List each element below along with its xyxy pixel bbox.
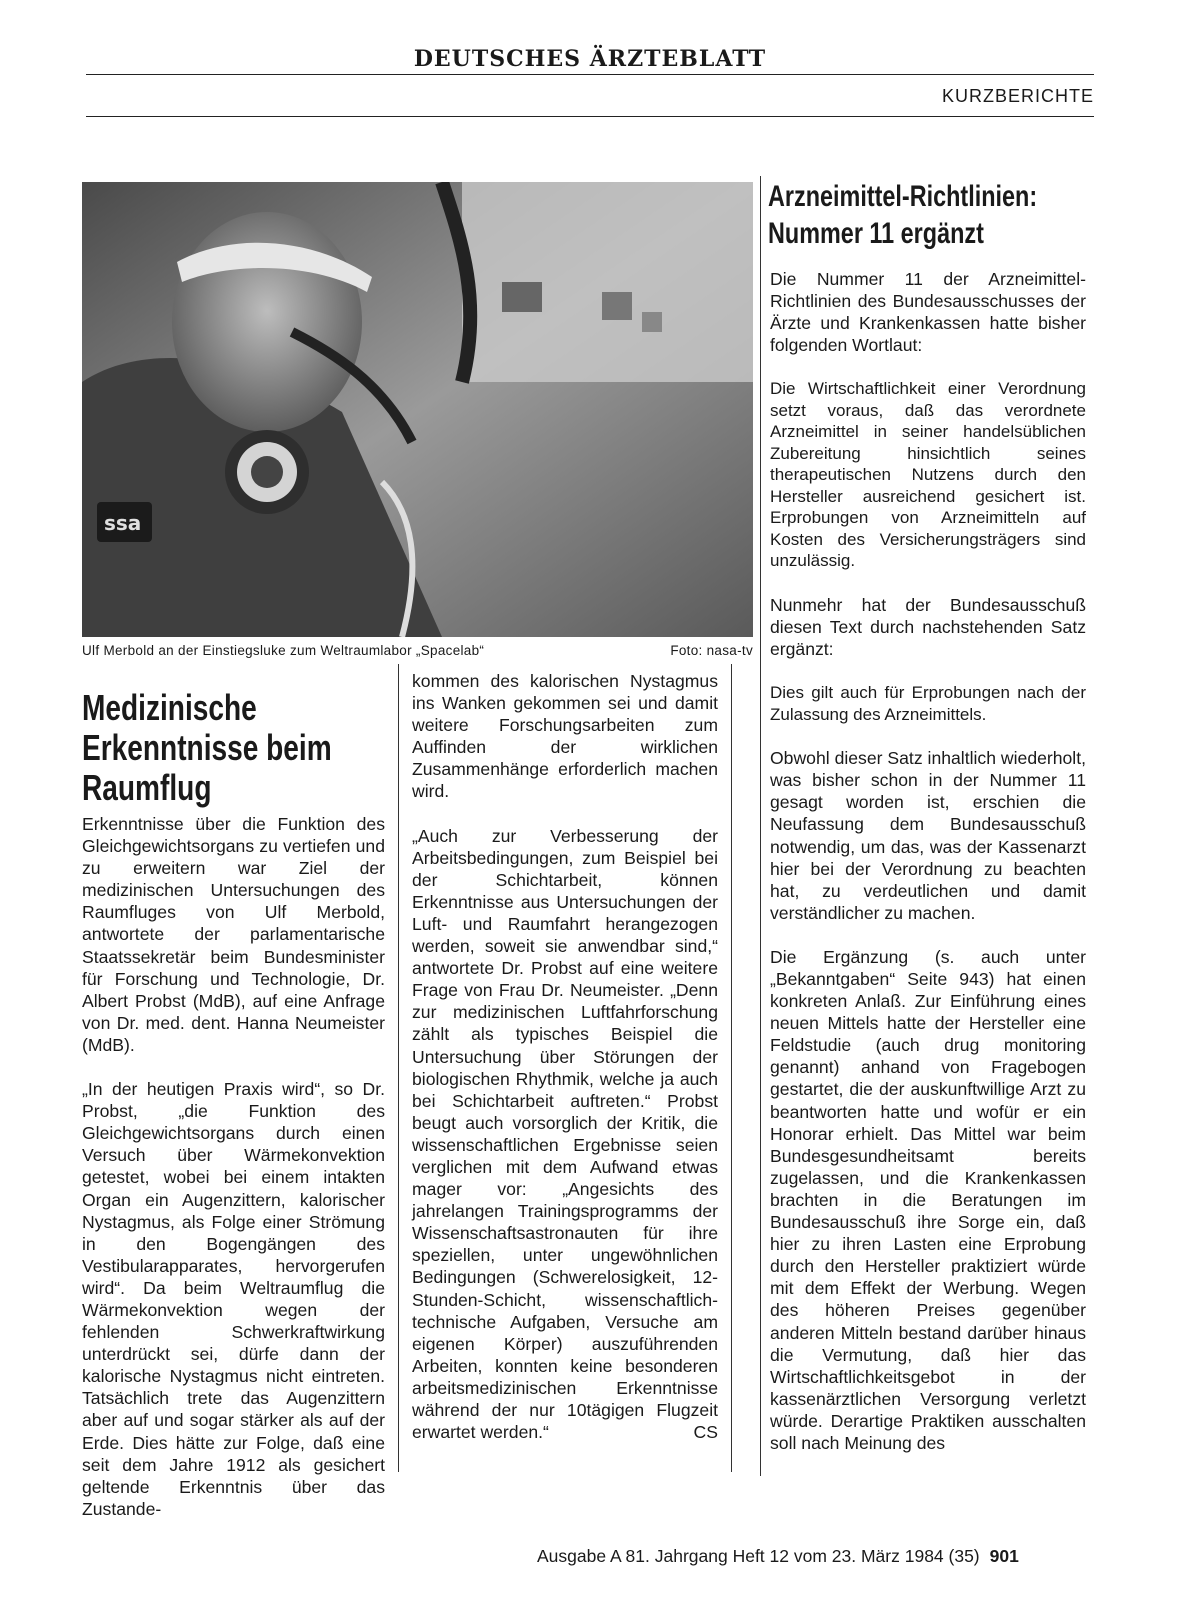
masthead-rule bbox=[86, 74, 1094, 75]
page-footer bbox=[537, 1546, 1091, 1567]
article2-quote2: Dies gilt auch für Erprobungen nach der Zulassung des Arzneimittels. bbox=[770, 683, 1086, 724]
issue-info: Ausgabe A 81. Jahrgang Heft 12 vom 23. März 1984 (35) bbox=[537, 1546, 980, 1566]
article2-headline-line2: Nummer 11 ergänzt bbox=[768, 217, 984, 250]
article2-column bbox=[770, 268, 1086, 1454]
column-rule-3 bbox=[760, 176, 761, 1476]
article2-para6: Die Ergänzung (s. auch unter „Bekanntgaben“ Seite 943) hat einen konkreten Anlaß. Zur Einführung eines neuen Mittels hatte der Hersteller eine Feldstudie (auch drug monitoring genannt) anhand von Fragebogen gestartet, die der auskunftwillige Arzt zu beantworten hatte und wofür er ein Honorar erhielt. Das Mittel war beim Bundesgesundheitsamt bereits zugelassen, und die Krankenkassen brachten in die Beratungen im Bundesausschuß ihre Sorge ein, daß hier zu ihren Lasten eine Erprobung durch den Hersteller praktiziert würde mit dem Effekt der Werbung. Wegen des höheren Preises gegenüber anderen Mitteln bestand darüber hinaus die Vermutung, daß hier das Wirtschaftlichkeitsgebot in der kassenärztlichen Versorgung verletzt würde. Derartige Praktiken ausschalten soll nach Meinung des bbox=[770, 946, 1086, 1453]
article1-para1: Erkenntnisse über die Funktion des Gleichgewichtsorgans zu vertiefen und zu erweitern war Ziel der medizinischen Untersuchungen des Raumfluges von Ulf Merbold, antwortete der parlamentarische Staatssekretär beim Bundesminister für Forschung und Technologie, Dr. Albert Probst (MdB), auf eine Anfrage von Dr. med. dent. Hanna Neumeister (MdB). bbox=[82, 814, 385, 1055]
article1-column1 bbox=[82, 813, 385, 1520]
section-label: KURZBERICHTE bbox=[941, 86, 1094, 106]
article2-headline bbox=[768, 178, 1096, 252]
article1-para2: „In der heutigen Praxis wird“, so Dr. Probst, „die Funktion des Gleichgewichtsorgans durch einen Versuch über Wärmekonvektion getestet, wobei bei einem intakten Organ ein Augenzittern, kalorischer Nystagmus, als Folge einer Strömung in den Bogengängen des Vestibularapparates, hervorgerufen wird“. Da beim Weltraumflug die Wärmekonvektion wegen der fehlenden Schwerkraftwirkung unterdrückt sei, dürfe dann der kalorische Nystagmus nicht eintreten. Tatsächlich trete das Augenzittern aber auf und sogar stärker als auf der Erde. Dies hätte zur Folge, daß eine seit dem Jahre 1912 als gesichert geltende Erkenntnis über das Zustande- bbox=[82, 1079, 385, 1519]
astronaut-photo bbox=[82, 182, 753, 637]
article1-para3: kommen des kalorischen Nystagmus ins Wanken gekommen sei und damit weitere Forschungsarbeiten zum Auffinden der wirklichen Zusammenhänge erforderlich machen wird. bbox=[412, 671, 718, 802]
photo-credit: Foto: nasa-tv bbox=[670, 643, 753, 658]
page-number: 901 bbox=[989, 1546, 1019, 1566]
article2-para3: Nunmehr hat der Bundesausschuß diesen Text durch nachstehenden Satz ergänzt: bbox=[770, 594, 1086, 660]
patch-text: ssa bbox=[104, 511, 142, 535]
column-rule-2 bbox=[731, 664, 732, 1472]
header-bottom-rule bbox=[86, 116, 1094, 117]
article2-para1: Die Nummer 11 der Arzneimittel-Richtlinien des Bundesausschusses der Ärzte und Krankenkassen hatte bisher folgenden Wortlaut: bbox=[770, 269, 1086, 356]
article2-quote1: Die Wirtschaftlichkeit einer Verordnung setzt voraus, daß das verordnete Arzneimittel in seiner handelsüblichen Zubereitung hinsichtlich seines therapeutischen Nutzens durch den Hersteller ausreichend gesichert ist. Erprobungen von Arzneimitteln auf Kosten des Versicherungsträgers sind unzulässig. bbox=[770, 379, 1086, 571]
article1-signature: CS bbox=[693, 1422, 718, 1443]
masthead: DEUTSCHES ÄRZTEBLATT bbox=[413, 46, 767, 72]
article1-headline: Medizinische Erkenntnisse beim Raumflug bbox=[82, 687, 332, 808]
caption-text: Ulf Merbold an der Einstiegsluke zum Weltraumlabor „Spacelab“ bbox=[82, 643, 485, 658]
article2-para5: Obwohl dieser Satz inhaltlich wiederholt, was bisher schon in der Nummer 11 gesagt worden ist, erschien die Neufassung dem Bundesausschuß notwendig, um das, was der Kassenarzt hier bei der Verordnung zu beachten hat, zu verdeutlichen und damit verständlicher zu machen. bbox=[770, 748, 1086, 923]
photo-caption bbox=[82, 643, 753, 658]
article1-para4-text: „Auch zur Verbesserung der Arbeitsbedingungen, zum Beispiel bei der Schichtarbeit, können Erkenntnisse aus Untersuchungen der Luft- und Raumfahrt herangezogen werden, soweit sie anwendbar sind,“ antwortete Dr. Probst auf eine weitere Frage von Frau Dr. Neumeister. „Denn zur medizinischen Luftfahrforschung zählt als typisches Beispiel die Untersuchung über Störungen der biologischen Rhythmik, welche ja auch bei Schichtarbeit auftreten.“ Probst beugt auch vorsorglich der Kritik, die wissenschaftlichen Ergebnisse seien verglichen mit dem Aufwand etwas mager vor: „Angesichts des jahrelangen Trainingsprogramms der Wissenschaftsastronauten für ihre speziellen, unter ungewöhnlichen Bedingungen (Schwerelosigkeit, 12-Stunden-Schicht, wissenschaftlich-technische Aufgaben, Versuche am eigenen Körper) auszuführenden Arbeiten, konnten keine besonderen arbeitsmedizinischen Erkenntnisse während der nur 10tägigen Flugzeit erwartet werden.“ bbox=[412, 825, 718, 1443]
article2-headline-line1: Arzneimittel-Richtlinien: bbox=[768, 180, 1038, 213]
column-rule-1 bbox=[398, 664, 399, 1472]
article1-column2 bbox=[412, 670, 718, 1443]
article1-para4 bbox=[412, 825, 718, 1444]
